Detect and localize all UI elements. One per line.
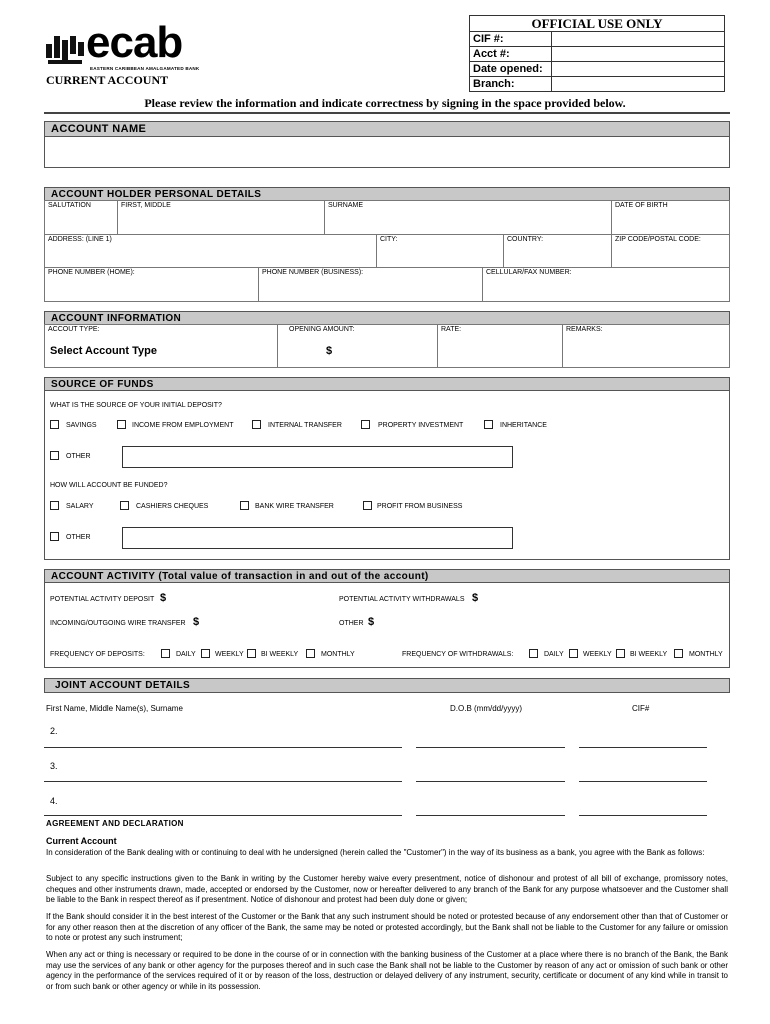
- remarks-label: REMARKS:: [566, 326, 603, 333]
- account-type-label: ACCOUT TYPE:: [48, 326, 100, 333]
- official-acct-row[interactable]: [469, 46, 725, 62]
- activity-other-currency: $: [368, 616, 375, 628]
- account-info-header: ACCOUNT INFORMATION: [44, 311, 730, 325]
- country-field[interactable]: [503, 234, 612, 268]
- joint-row-2-name-line[interactable]: [44, 747, 402, 748]
- city-field[interactable]: [376, 234, 504, 268]
- deposit-weekly-label: WEEKLY: [215, 651, 244, 658]
- savings-checkbox[interactable]: [50, 420, 59, 429]
- other-funding-label: OTHER: [66, 534, 91, 541]
- activity-other-label: OTHER: [339, 620, 364, 627]
- personal-details-header: ACCOUNT HOLDER PERSONAL DETAILS: [44, 187, 730, 201]
- deposit-daily-checkbox[interactable]: [161, 649, 170, 658]
- dob-field[interactable]: [611, 200, 730, 235]
- joint-col-name: First Name, Middle Name(s), Surname: [46, 704, 183, 713]
- rate-field[interactable]: [437, 324, 563, 368]
- withdrawal-daily-label: DAILY: [544, 651, 564, 658]
- deposit-biweekly-label: BI WEEKLY: [261, 651, 299, 658]
- source-question-1: WHAT IS THE SOURCE OF YOUR INITIAL DEPOSIT?: [50, 402, 222, 409]
- official-date-label: Date opened:: [470, 62, 552, 76]
- agreement-header: AGREEMENT AND DECLARATION: [46, 819, 184, 828]
- activity-deposit-currency: $: [160, 592, 167, 604]
- zip-field[interactable]: [611, 234, 730, 268]
- joint-row-4-cif-line[interactable]: [579, 815, 707, 816]
- agreement-paragraph-2: Subject to any specific instructions given to the Bank in writing by the Customer hereby waive every presentment, notice of dishonour and protest of all bill of exchange, promissory notes, cheques and other instruments drawn, made, accepted or endorsed by the Customer, now or hereafter delivered to any branch of the Bank for any purpose whatsoever and the Customer shall be liable to the Bank in respect thereof as if presentment. Notice of dishonour and protest had been duly done or given;: [46, 874, 728, 904]
- official-use-title: OFFICIAL USE ONLY: [469, 15, 725, 32]
- source-question-2: HOW WILL ACCOUNT BE FUNDED?: [50, 482, 168, 489]
- bank-wire-transfer-label: BANK WIRE TRANSFER: [255, 503, 334, 510]
- surname-field[interactable]: [324, 200, 612, 235]
- profit-business-label: PROFIT FROM BUSINESS: [377, 503, 463, 510]
- joint-row-2-cif-line[interactable]: [579, 747, 707, 748]
- agreement-subheader: Current Account: [46, 836, 117, 846]
- property-investment-label: PROPERTY INVESTMENT: [378, 422, 464, 429]
- city-label: CITY:: [380, 236, 398, 243]
- activity-withdrawals-label: POTENTIAL ACTIVITY WITHDRAWALS: [339, 596, 465, 603]
- opening-amount-field[interactable]: [277, 324, 438, 368]
- instruction-text: Please review the information and indicate correctness by signing in the space provided below.: [144, 96, 626, 110]
- form-title: CURRENT ACCOUNT: [46, 73, 169, 87]
- official-date-row[interactable]: [469, 61, 725, 77]
- remarks-field[interactable]: [562, 324, 730, 368]
- joint-row-2-dob-line[interactable]: [416, 747, 565, 748]
- joint-col-dob: D.O.B (mm/dd/yyyy): [450, 704, 523, 713]
- official-branch-label: Branch:: [470, 77, 552, 91]
- withdrawal-daily-checkbox[interactable]: [529, 649, 538, 658]
- withdrawal-weekly-checkbox[interactable]: [569, 649, 578, 658]
- frequency-deposits-label: FREQUENCY OF DEPOSITS:: [50, 651, 145, 658]
- cellular-label: CELLULAR/FAX NUMBER:: [486, 269, 572, 276]
- withdrawal-weekly-label: WEEKLY: [583, 651, 612, 658]
- joint-row-2-number: 2.: [50, 726, 58, 736]
- account-activity-header: ACCOUNT ACTIVITY (Total value of transaction in and out of the account): [44, 569, 730, 583]
- joint-account-header: JOINT ACCOUNT DETAILS: [44, 678, 730, 693]
- phone-home-label: PHONE NUMBER (HOME):: [48, 269, 135, 276]
- savings-label: SAVINGS: [66, 422, 97, 429]
- profit-business-checkbox[interactable]: [363, 501, 372, 510]
- deposit-weekly-checkbox[interactable]: [201, 649, 210, 658]
- activity-withdrawals-currency: $: [472, 592, 479, 604]
- phone-business-field[interactable]: [258, 267, 483, 302]
- source-of-funds-header: SOURCE OF FUNDS: [44, 377, 730, 391]
- official-acct-label: Acct #:: [470, 47, 552, 61]
- other-funding-input[interactable]: [122, 527, 513, 549]
- frequency-withdrawals-label: FREQUENCY OF WITHDRAWALS:: [402, 651, 514, 658]
- other-source-label: OTHER: [66, 453, 91, 460]
- agreement-paragraph-4: When any act or thing is necessary or required to be done in the course of or in connection with the banking business of the Customer at a place where there is no branch of the Bank, the Bank may use the services of any bank or other agency for the purposes thereof and in such case the Bank shall not be liable to the Customer by reason of any act or omission of such bank or other agency in the performance of the services required of it or by reason of the loss, destruction or delayed delivery of any instrument, security, certificate or document of any kind while in transit to or from such bank or other agency or while in its possession.: [46, 950, 728, 991]
- joint-row-4-number: 4.: [50, 796, 58, 806]
- deposit-biweekly-checkbox[interactable]: [247, 649, 256, 658]
- first-middle-field[interactable]: [117, 200, 325, 235]
- opening-amount-label: OPENING AMOUNT:: [289, 326, 355, 333]
- phone-home-field[interactable]: [44, 267, 259, 302]
- joint-row-4-dob-line[interactable]: [416, 815, 565, 816]
- agreement-paragraph-3: If the Bank should consider it in the best interest of the Customer or the Bank that any such instrument should be noted or protested because of any endorsement other than that of Customer or for any other reason then at the discretion of any officer of the Bank, the same may be noted or protested accordingly, but the Bank shall not be liable to the Customer for any failure or omission to note or protest any such instrument;: [46, 912, 728, 942]
- inheritance-label: INHERITANCE: [500, 422, 547, 429]
- phone-business-label: PHONE NUMBER (BUSINESS):: [262, 269, 364, 276]
- income-employment-checkbox[interactable]: [117, 420, 126, 429]
- official-branch-row[interactable]: [469, 76, 725, 92]
- joint-row-3-name-line[interactable]: [44, 781, 402, 782]
- activity-deposit-label: POTENTIAL ACTIVITY DEPOSIT: [50, 596, 155, 603]
- ecab-wordmark: ecab: [86, 18, 183, 67]
- deposit-monthly-label: MONTHLY: [321, 651, 355, 658]
- instruction-rule: [44, 112, 730, 114]
- zip-label: ZIP CODE/POSTAL CODE:: [615, 236, 701, 243]
- opening-amount-currency: $: [326, 345, 333, 357]
- other-source-checkbox[interactable]: [50, 451, 59, 460]
- salutation-label: SALUTATION: [48, 202, 91, 209]
- activity-wire-currency: $: [193, 616, 200, 628]
- other-funding-checkbox[interactable]: [50, 532, 59, 541]
- internal-transfer-label: INTERNAL TRANSFER: [268, 422, 342, 429]
- income-employment-label: INCOME FROM EMPLOYMENT: [132, 422, 234, 429]
- joint-row-3-cif-line[interactable]: [579, 781, 707, 782]
- agreement-paragraph-1: In consideration of the Bank dealing with or continuing to deal with he undersigned (herein called the "Customer") in the way of its business as a bank, you agree with the Bank as follows:: [46, 848, 705, 857]
- joint-row-3-number: 3.: [50, 761, 58, 771]
- dob-label: DATE OF BIRTH: [615, 202, 668, 209]
- internal-transfer-checkbox[interactable]: [252, 420, 261, 429]
- cashiers-cheques-label: CASHIERS CHEQUES: [136, 503, 209, 510]
- withdrawal-biweekly-checkbox[interactable]: [616, 649, 625, 658]
- ecab-logo: [46, 18, 216, 74]
- property-investment-checkbox[interactable]: [361, 420, 370, 429]
- joint-row-4-name-line[interactable]: [44, 815, 402, 816]
- withdrawal-monthly-label: MONTHLY: [689, 651, 723, 658]
- account-type-value: Select Account Type: [50, 345, 157, 357]
- salary-checkbox[interactable]: [50, 501, 59, 510]
- country-label: COUNTRY:: [507, 236, 544, 243]
- deposit-daily-label: DAILY: [176, 651, 196, 658]
- surname-label: SURNAME: [328, 202, 364, 209]
- rate-label: RATE:: [441, 326, 462, 333]
- ecab-tagline: EASTERN CARIBBEAN AMALGAMATED BANK: [90, 66, 200, 71]
- other-source-input[interactable]: [122, 446, 513, 468]
- inheritance-checkbox[interactable]: [484, 420, 493, 429]
- address-label: ADDRESS: (LINE 1): [48, 236, 112, 243]
- withdrawal-biweekly-label: BI WEEKLY: [630, 651, 668, 658]
- activity-wire-label: INCOMING/OUTGOING WIRE TRANSFER: [50, 620, 186, 627]
- salary-label: SALARY: [66, 503, 94, 510]
- cashiers-cheques-checkbox[interactable]: [120, 501, 129, 510]
- withdrawal-monthly-checkbox[interactable]: [674, 649, 683, 658]
- official-cif-label: CIF #:: [470, 32, 552, 46]
- account-type-select[interactable]: [44, 324, 278, 368]
- address-field[interactable]: [44, 234, 377, 268]
- account-name-header: ACCOUNT NAME: [44, 121, 730, 137]
- joint-col-cif: CIF#: [632, 704, 650, 713]
- cellular-field[interactable]: [482, 267, 730, 302]
- first-middle-label: FIRST, MIDDLE: [121, 202, 171, 209]
- official-cif-row[interactable]: [469, 31, 725, 47]
- account-name-field[interactable]: [44, 136, 730, 168]
- deposit-monthly-checkbox[interactable]: [306, 649, 315, 658]
- salutation-field[interactable]: [44, 200, 118, 235]
- bank-wire-transfer-checkbox[interactable]: [240, 501, 249, 510]
- joint-row-3-dob-line[interactable]: [416, 781, 565, 782]
